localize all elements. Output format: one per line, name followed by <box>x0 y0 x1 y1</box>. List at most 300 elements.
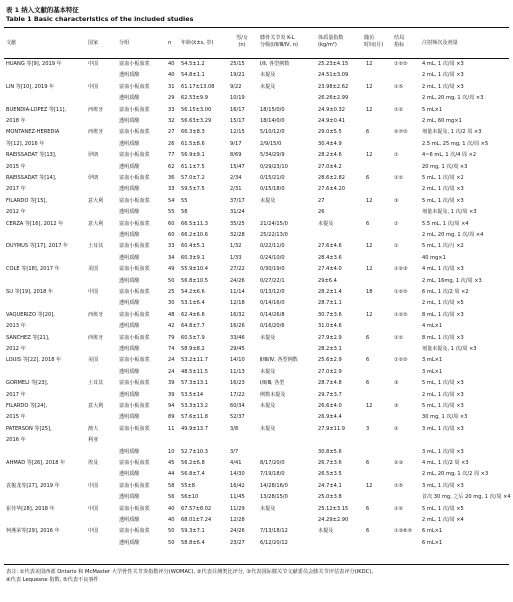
cell-group: 富血小板血浆 <box>119 380 150 387</box>
table-caption-chinese: 表 1 纳入文献的基本特征 <box>6 6 79 14</box>
cell-group: 透明质酸 <box>119 368 140 375</box>
cell-n: 40 <box>168 505 175 512</box>
cell-bmi: 24.51±3.09 <box>318 72 349 79</box>
cell-kl-grade: 0/27/22/1 <box>260 277 285 284</box>
cell-sex: 29/45 <box>230 346 245 352</box>
cell-age: 49.9±13.7 <box>181 425 208 432</box>
cell-age: 57.6±11.8 <box>181 414 208 421</box>
cell-injection: 8 mL, 1 次/周 ×3 <box>422 334 464 341</box>
cell-bmi: 28.4±3.6 <box>318 254 342 261</box>
cell-followup: 6 <box>366 380 370 387</box>
cell-group: 透明质酸 <box>119 118 140 124</box>
cell-kl-grade: 14/28/16/0 <box>260 482 288 489</box>
cell-group: 富血小板血浆 <box>119 197 150 204</box>
cell-kl-grade: 例数未提及 <box>260 391 286 398</box>
cell-age: 53.1±6.4 <box>181 300 205 307</box>
cell-outcome: ① <box>394 220 399 227</box>
cell-group: 富血小板血浆 <box>119 311 150 318</box>
cell-bmi: 25.12±3.15 <box>318 505 349 512</box>
cell-injection: 3 mL, 1 次/周 ×3 <box>422 448 464 455</box>
cell-study: MONTANEZ-HEREDIA <box>6 129 60 136</box>
cell-age: 52.7±10.3 <box>181 448 208 455</box>
cell-bmi: 28.7±1.1 <box>318 300 342 307</box>
cell-group: 透明质酸 <box>119 471 140 478</box>
cell-followup: 12 <box>366 311 373 318</box>
cell-injection: 3 mL×1 <box>422 368 443 375</box>
cell-injection: 3 mL, 1 次/周 ×3 <box>422 425 464 432</box>
cell-injection: 8 mL, 1 次/周 ×3 <box>422 311 464 318</box>
cell-country: 美国 <box>88 266 99 273</box>
cell-n: 33 <box>168 243 175 250</box>
cell-bmi: 未提及 <box>318 220 334 227</box>
cell-bmi: 26.5±3.5 <box>318 471 342 478</box>
cell-injection: 3 mL, 1 次/周 ×3 <box>422 482 464 489</box>
header-n: n <box>168 40 172 46</box>
cell-kl-grade: 18/14/0/0 <box>260 118 285 124</box>
cell-age: 60.3±9.1 <box>181 254 205 261</box>
cell-sex: 35/25 <box>230 220 245 227</box>
cell-kl-grade: 0/13/12/0 <box>260 289 285 295</box>
cell-kl-grade: 8/17/20/0 <box>260 460 285 466</box>
cell-n: 10 <box>168 448 175 455</box>
cell-sex: 60/34 <box>230 403 245 409</box>
table-caption-english: Table 1 Basic characteristics of the included studies <box>6 15 194 23</box>
cell-injection: 2 mL, 60 mg×1 <box>422 118 462 124</box>
cell-n: 29 <box>168 95 175 102</box>
cell-injection: 5 mL, 1 次/月 ×2 <box>422 243 464 250</box>
cell-n: 27 <box>168 129 175 136</box>
table-footnote-line2: ④代表 Lequesne 指数, ⑤代表不良事件 <box>6 577 99 583</box>
cell-bmi: 28.7±4.8 <box>318 380 342 387</box>
cell-outcome: ①⑤ <box>394 83 404 90</box>
table-row <box>4 232 509 243</box>
cell-age: 54.5±1.2 <box>181 61 205 67</box>
cell-group: 富血小板血浆 <box>119 528 150 535</box>
cell-bmi: 31.0±4.6 <box>318 323 342 330</box>
cell-followup: 6 <box>366 334 370 341</box>
cell-sex: 16/17 <box>230 106 245 113</box>
cell-n: 50 <box>168 528 175 535</box>
cell-n: 11 <box>168 425 175 432</box>
cell-followup: 12 <box>366 197 373 204</box>
cell-sex: 12/28 <box>230 517 245 523</box>
cell-sex: 11/45 <box>230 494 245 501</box>
cell-injection: 剂量未提及, 1 次/2 周 ×3 <box>422 129 482 136</box>
cell-bmi: 26.7±3.6 <box>318 460 342 466</box>
cell-injection: 2 mL, 16mg, 1 次/周 ×3 <box>422 277 482 284</box>
cell-injection: 4 mL, 1 次/2 周 ×3 <box>422 460 469 466</box>
cell-kl-grade: 18/15/0/0 <box>260 106 285 113</box>
cell-age: 54.2±6.6 <box>181 289 205 295</box>
cell-bmi: 26.9±4.4 <box>318 414 342 421</box>
cell-country: 意大利 <box>88 220 104 227</box>
cell-group: 透明质酸 <box>119 391 140 398</box>
cell-kl-grade: 0/24/10/0 <box>260 254 285 261</box>
cell-kl-grade: Ⅰ/Ⅱ, 各型例数 <box>260 61 290 67</box>
cell-kl-grade: 未提及 <box>260 83 276 90</box>
table-row <box>4 403 509 414</box>
table-row <box>4 289 509 300</box>
cell-n: 25 <box>168 289 175 295</box>
cell-kl-grade: Ⅰ/Ⅱ/Ⅲ, 各型 <box>260 380 285 387</box>
cell-bmi: 30.7±3.6 <box>318 311 342 318</box>
cell-age: 58.8±6.4 <box>181 539 205 546</box>
cell-injection: 4 mL×1 <box>422 323 443 330</box>
cell-outcome: ②③ <box>394 460 404 466</box>
cell-age: 56.15±3.00 <box>181 106 212 113</box>
cell-bmi: 29±6.4 <box>318 277 337 284</box>
cell-n: 44 <box>168 471 175 478</box>
table-row <box>4 141 509 152</box>
cell-study: 2015 年 <box>6 414 26 421</box>
cell-bmi: 27.4±4.0 <box>318 266 342 273</box>
cell-followup: 12 <box>366 83 373 90</box>
header-outcome: 结局 指标 <box>394 35 405 48</box>
cell-group: 富血小板血浆 <box>119 83 150 90</box>
cell-country: 伊朗 <box>88 152 99 159</box>
cell-sex: 3/7 <box>230 448 239 455</box>
cell-country: 中国 <box>88 482 99 489</box>
cell-n: 49 <box>168 266 175 273</box>
cell-group: 透明质酸 <box>119 346 140 352</box>
cell-age: 55±8 <box>181 482 195 489</box>
cell-n: 50 <box>168 539 175 546</box>
cell-injection: 2 mL, 1 次/周 ×3 <box>422 83 464 90</box>
table-row <box>4 129 509 140</box>
cell-kl-grade: 6/12/20/12 <box>260 539 288 546</box>
cell-age: 62.53±9.9 <box>181 95 208 102</box>
cell-country: 伊朗 <box>88 175 99 181</box>
cell-bmi: 26 <box>318 209 325 216</box>
cell-kl-grade: 未提及 <box>260 425 276 432</box>
cell-injection: 2 mL, 1 次/周 ×3 <box>422 391 464 398</box>
cell-kl-grade: 0/29/23/10 <box>260 163 288 170</box>
cell-bmi: 24.7±4.1 <box>318 482 342 489</box>
header-bmi: 体质量指数 (kg/m²) <box>318 35 344 48</box>
cell-group: 透明质酸 <box>119 539 140 546</box>
cell-sex: 11/29 <box>230 505 245 512</box>
table-row <box>4 414 509 425</box>
cell-age: 61.17±13.08 <box>181 83 215 90</box>
cell-kl-grade: 7/13/18/12 <box>260 528 288 535</box>
cell-bmi: 24.9±0.32 <box>318 106 345 113</box>
cell-injection: 6 mL×1 <box>422 528 443 535</box>
cell-n: 24 <box>168 368 175 375</box>
cell-group: 透明质酸 <box>119 494 140 501</box>
cell-outcome: ①②⑤ <box>394 311 408 318</box>
cell-n: 24 <box>168 357 175 364</box>
cell-group: 透明质酸 <box>119 254 140 261</box>
cell-country: 美国 <box>88 357 99 364</box>
cell-group: 透明质酸 <box>119 448 140 455</box>
cell-group: 透明质酸 <box>119 414 140 421</box>
characteristics-table <box>4 29 509 564</box>
cell-age: 57.0±7.2 <box>181 175 205 181</box>
cell-kl-grade: 未提及 <box>260 334 276 341</box>
cell-group: 富血小板血浆 <box>119 357 150 364</box>
cell-study: GORMELI 等[23], <box>6 380 49 387</box>
cell-study: 袁俊龙等[27], 2019 年 <box>6 482 60 489</box>
cell-bmi: 25.23±4.15 <box>318 61 349 67</box>
cell-sex: 32/28 <box>230 232 245 238</box>
cell-study: 崔佳华[28], 2018 年 <box>6 505 55 512</box>
cell-kl-grade: 7/19/18/0 <box>260 471 285 478</box>
cell-age: 60.5±7.9 <box>181 334 205 341</box>
cell-age: 55.9±10.4 <box>181 266 208 273</box>
cell-study: SU 等[19], 2018 年 <box>6 289 54 295</box>
header-study: 文献 <box>6 40 17 46</box>
cell-sex: 15/47 <box>230 163 245 170</box>
cell-injection: 20 mg, 1 次/周 ×3 <box>422 163 468 170</box>
table-row <box>4 209 509 220</box>
cell-sex: 19/21 <box>230 72 245 79</box>
cell-age: 56.8±7.4 <box>181 471 205 478</box>
cell-age: 64.8±7.7 <box>181 323 205 330</box>
cell-outcome: ①② <box>394 505 404 512</box>
cell-kl-grade: 21/24/15/0 <box>260 220 288 227</box>
header-sex: 男/女 (n) <box>236 35 248 48</box>
cell-group: 透明质酸 <box>119 232 140 238</box>
cell-followup: 6 <box>366 129 370 136</box>
cell-age: 48.5±11.5 <box>181 368 208 375</box>
cell-group: 富血小板血浆 <box>119 460 150 466</box>
cell-study: LOUIS 等[22], 2018 年 <box>6 357 62 364</box>
cell-age: 59.5±7.5 <box>181 186 205 193</box>
cell-bmi: 27.0±2.9 <box>318 368 342 375</box>
cell-followup: 6 <box>366 528 370 535</box>
cell-age: 68.01±7.24 <box>181 517 212 523</box>
cell-study: 柯燕荣等[29], 2016 年 <box>6 528 60 535</box>
cell-group: 透明质酸 <box>119 300 140 307</box>
cell-country: 利亚 <box>88 437 99 444</box>
cell-sex: 33/46 <box>230 334 245 341</box>
cell-study: RAEISSADAT 等[14], <box>6 175 57 181</box>
cell-study: AHMAD 等[26], 2018 年 <box>6 460 66 466</box>
cell-study: 2018 年 <box>6 118 26 124</box>
cell-n: 62 <box>168 163 175 170</box>
cell-sex: 10/19 <box>230 95 245 102</box>
cell-kl-grade: 0/15/21/0 <box>260 175 285 181</box>
cell-injection: 5 mL, 1 次/周 ×2 <box>422 175 464 181</box>
cell-injection: 2 mL, 1 次/周 ×5 <box>422 300 464 307</box>
table-row <box>4 437 509 448</box>
cell-group: 富血小板血浆 <box>119 334 150 341</box>
cell-group: 富血小板血浆 <box>119 175 150 181</box>
cell-sex: 8/69 <box>230 152 242 159</box>
cell-bmi: 27.9±2.9 <box>318 334 342 341</box>
cell-group: 富血小板血浆 <box>119 243 150 250</box>
cell-study: 2013 年 <box>6 323 26 330</box>
cell-age: 56±10 <box>181 494 199 501</box>
cell-sex: 12/15 <box>230 129 245 136</box>
cell-n: 33 <box>168 106 175 113</box>
cell-n: 60 <box>168 232 175 238</box>
cell-study: COLE 等[18], 2017 年 <box>6 266 60 273</box>
header-followup: 随访 时间(月) <box>364 35 384 48</box>
cell-followup: 12 <box>366 106 373 113</box>
cell-followup: 12 <box>366 266 373 273</box>
cell-outcome: ① <box>394 152 399 159</box>
cell-group: 透明质酸 <box>119 277 140 284</box>
cell-bmi: 28.6±2.82 <box>318 175 345 181</box>
cell-injection: 30 mg, 1 次/周 ×3 <box>422 414 468 421</box>
cell-followup: 12 <box>366 61 373 67</box>
cell-country: 中国 <box>88 61 99 67</box>
cell-age: 53.5±14 <box>181 391 204 398</box>
cell-age: 61.5±8.6 <box>181 140 205 147</box>
cell-followup: 12 <box>366 403 373 409</box>
table-row <box>4 392 509 403</box>
cell-country: 意大利 <box>88 197 104 204</box>
cell-age: 58 <box>181 209 188 216</box>
cell-followup: 6 <box>366 460 370 466</box>
table-row <box>4 528 509 539</box>
cell-outcome: ①② <box>394 106 404 113</box>
table-row <box>4 221 509 232</box>
cell-followup: 3 <box>366 425 370 432</box>
cell-country: 中国 <box>88 505 99 512</box>
table-row <box>4 483 509 494</box>
cell-study: 2012 年 <box>6 209 26 216</box>
cell-sex: 16/26 <box>230 323 245 330</box>
cell-sex: 24/26 <box>230 528 245 535</box>
cell-age: 56.2±6.8 <box>181 460 205 466</box>
cell-injection: 5 mL, 1 次/周 ×3 <box>422 380 464 387</box>
cell-sex: 16/32 <box>230 311 245 318</box>
cell-outcome: ①②⑤ <box>394 357 408 364</box>
cell-sex: 9/22 <box>230 83 242 90</box>
cell-n: 39 <box>168 380 175 387</box>
table-row <box>4 164 509 175</box>
cell-study: 2017 年 <box>6 391 26 398</box>
table-row <box>4 152 509 163</box>
cell-bmi: 28.2±1.4 <box>318 289 342 295</box>
cell-age: 66.5±11.3 <box>181 220 208 227</box>
cell-bmi: 29.7±3.7 <box>318 391 342 398</box>
table-row <box>4 540 509 551</box>
table-row <box>4 300 509 311</box>
cell-age: 60.4±5.1 <box>181 243 205 250</box>
table-row <box>4 255 509 266</box>
cell-country: 意大利 <box>88 403 104 409</box>
table-row <box>4 380 509 391</box>
cell-bmi: 27.6±4.6 <box>318 243 342 250</box>
table-row <box>4 175 509 186</box>
cell-study: CERZA 等[16], 2012 年 <box>6 220 64 227</box>
cell-age: 59.3±7.1 <box>181 528 205 535</box>
cell-country: 中国 <box>88 528 99 535</box>
cell-injection: 2 mL, 20 mg, 1 次/周 ×4 <box>422 232 484 238</box>
cell-outcome: ③ <box>394 197 399 204</box>
table-row <box>4 494 509 505</box>
cell-group: 富血小板血浆 <box>119 482 150 489</box>
cell-n: 36 <box>168 175 175 181</box>
cell-age: 56.8±10.5 <box>181 277 208 284</box>
cell-kl-grade: 未提及 <box>260 72 276 79</box>
cell-n: 40 <box>168 517 175 523</box>
cell-group: 富血小板血浆 <box>119 289 150 295</box>
cell-age: 53.2±11.7 <box>181 357 208 364</box>
cell-followup: 6 <box>366 357 370 364</box>
cell-n: 48 <box>168 311 175 318</box>
table-row <box>4 266 509 277</box>
cell-age: 57.3±13.1 <box>181 380 208 387</box>
cell-age: 66.2±10.6 <box>181 232 208 238</box>
table-row <box>4 471 509 482</box>
cell-outcome: ①② <box>394 175 404 181</box>
cell-n: 74 <box>168 346 175 352</box>
cell-study: 等[12], 2016 年 <box>6 140 45 147</box>
cell-bmi: 27.6±4.20 <box>318 186 345 193</box>
cell-country: 澳大 <box>88 425 99 432</box>
cell-bmi: 28.2±3.1 <box>318 346 342 352</box>
header-injection: 注射频次及剂量 <box>422 40 458 46</box>
cell-study: HUANG 等[9], 2019 年 <box>6 61 62 67</box>
table-top-rule <box>4 27 509 28</box>
header-country: 国家 <box>88 40 99 46</box>
cell-sex: 12/18 <box>230 300 245 307</box>
cell-followup: 6 <box>366 220 370 227</box>
cell-group: 富血小板血浆 <box>119 220 150 227</box>
cell-n: 42 <box>168 323 175 330</box>
cell-study: SANCHEZ 等[21], <box>6 334 50 341</box>
cell-group: 富血小板血浆 <box>119 61 150 67</box>
cell-n: 32 <box>168 118 175 124</box>
cell-group: 透明质酸 <box>119 163 140 170</box>
cell-age: 58.9±8.2 <box>181 346 205 352</box>
cell-outcome: ①②⑤ <box>394 61 408 67</box>
cell-bmi: 27.0±4.2 <box>318 163 342 170</box>
cell-country: 土耳其 <box>88 243 104 250</box>
table-row <box>4 312 509 323</box>
cell-sex: 4/41 <box>230 460 242 466</box>
cell-bmi: 26.6±4.0 <box>318 403 342 409</box>
cell-outcome: ①⑤ <box>394 482 404 489</box>
cell-kl-grade: 未提及 <box>260 505 276 512</box>
table-row <box>4 449 509 460</box>
cell-followup: 6 <box>366 175 370 181</box>
cell-study: BUENDIA-LOPEZ 等[11], <box>6 106 67 113</box>
table-row <box>4 323 509 334</box>
cell-group: 富血小板血浆 <box>119 106 150 113</box>
cell-sex: 1/33 <box>230 254 242 261</box>
cell-injection: 2 mL, 1 次/周 ×4 <box>422 517 464 523</box>
cell-sex: 24/26 <box>230 277 245 284</box>
table-row <box>4 357 509 368</box>
cell-sex: 37/17 <box>230 197 245 204</box>
cell-kl-grade: 2/9/15/0 <box>260 140 282 147</box>
cell-n: 56 <box>168 494 175 501</box>
cell-kl-grade: 未提及 <box>260 403 276 409</box>
header-group: 分组 <box>119 40 130 46</box>
cell-country: 西班牙 <box>88 106 104 113</box>
cell-group: 富血小板血浆 <box>119 152 150 159</box>
cell-n: 31 <box>168 83 175 90</box>
cell-study: 2016 年 <box>6 437 26 444</box>
cell-injection: 5 mL, 1 次/周 ×3 <box>422 403 464 409</box>
cell-bmi: 27 <box>318 197 325 204</box>
table-bottom-rule <box>4 564 509 565</box>
cell-n: 39 <box>168 391 175 398</box>
cell-injection: 4 mL, 1 次/周 ×3 <box>422 61 464 67</box>
cell-injection: 2 mL, 1 次/周 ×3 <box>422 186 464 193</box>
cell-n: 58 <box>168 482 175 489</box>
cell-bmi: 24.9±0.41 <box>318 118 345 124</box>
table-footnote-line1: 表注: ①代表美国西部 Ontario 和 McMaster 大学骨性关节炎指数评分(WOMAC), ②代表目测类比评分, ③代表国际膝关节文献委员会膝关节评估表评分(IKDC), <box>6 569 373 575</box>
cell-age: 66.3±8.3 <box>181 129 205 136</box>
cell-country: 埃及 <box>88 460 99 466</box>
cell-bmi: 23.98±2.62 <box>318 83 349 90</box>
